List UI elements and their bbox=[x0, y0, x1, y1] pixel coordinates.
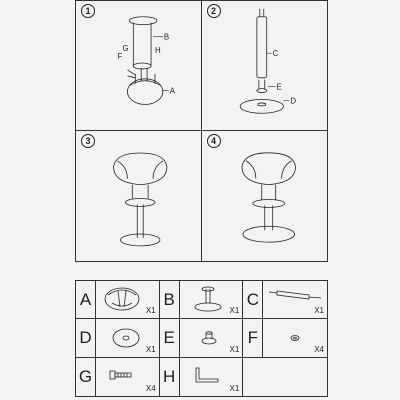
label-d: D bbox=[289, 96, 296, 106]
part-letter: H bbox=[160, 358, 180, 396]
label-b: B bbox=[163, 32, 170, 42]
base-disc-shape bbox=[240, 99, 283, 113]
part-f bbox=[243, 319, 327, 357]
part-quantity: X4 bbox=[314, 344, 324, 354]
step-4-assembled-stool-illustration bbox=[202, 131, 328, 261]
step-number: 4 bbox=[207, 134, 221, 148]
base-disc-shape bbox=[242, 226, 294, 242]
part-letter: D bbox=[76, 319, 96, 356]
part-d bbox=[76, 319, 160, 357]
part-letter: E bbox=[160, 319, 180, 356]
part-quantity: X1 bbox=[229, 383, 240, 393]
label-e: E bbox=[276, 82, 282, 92]
step-3-insert-column-illustration bbox=[76, 131, 201, 261]
label-c: C bbox=[272, 49, 278, 59]
part-quantity: X1 bbox=[314, 306, 324, 316]
part-quantity: X1 bbox=[229, 306, 240, 316]
part-h bbox=[160, 358, 244, 396]
part-quantity: X1 bbox=[145, 344, 156, 354]
step-number: 2 bbox=[207, 4, 221, 18]
part-letter: G bbox=[76, 358, 96, 396]
step-number: 3 bbox=[81, 134, 95, 148]
part-quantity: X1 bbox=[229, 344, 240, 354]
part-b bbox=[160, 281, 244, 319]
footrest-ring-shape bbox=[125, 198, 155, 206]
seat-shape bbox=[114, 153, 167, 185]
part-letter: C bbox=[243, 281, 263, 318]
part-letter: F bbox=[243, 319, 263, 356]
footrest-ring-shape bbox=[252, 199, 284, 207]
seat-shape bbox=[241, 153, 295, 185]
label-f: F bbox=[117, 52, 123, 62]
part-quantity: X1 bbox=[145, 306, 156, 316]
part-letter: B bbox=[160, 281, 180, 318]
label-g: G bbox=[122, 44, 129, 54]
parts-list-grid bbox=[75, 280, 328, 397]
part-c bbox=[243, 281, 327, 319]
seat-shell-shape bbox=[127, 79, 162, 105]
step-3-panel bbox=[76, 131, 202, 261]
step-1-seat-attachment-illustration bbox=[76, 1, 201, 130]
base-disc-shape bbox=[120, 234, 160, 246]
label-a: A bbox=[169, 86, 176, 96]
cap-shape bbox=[256, 89, 266, 93]
label-h: H bbox=[154, 46, 161, 56]
step-2-column-base-illustration bbox=[202, 1, 328, 130]
part-empty-cell bbox=[243, 358, 327, 396]
assembly-steps-grid bbox=[75, 0, 328, 262]
step-4-panel bbox=[202, 131, 328, 261]
gas-column-shape bbox=[256, 17, 266, 78]
part-e bbox=[160, 319, 244, 357]
part-letter: A bbox=[76, 281, 96, 318]
step-1-panel bbox=[76, 1, 202, 131]
step-2-panel bbox=[202, 1, 328, 131]
part-a bbox=[76, 281, 160, 319]
part-g bbox=[76, 358, 160, 396]
step-number: 1 bbox=[81, 4, 95, 18]
part-quantity: X4 bbox=[145, 383, 156, 393]
